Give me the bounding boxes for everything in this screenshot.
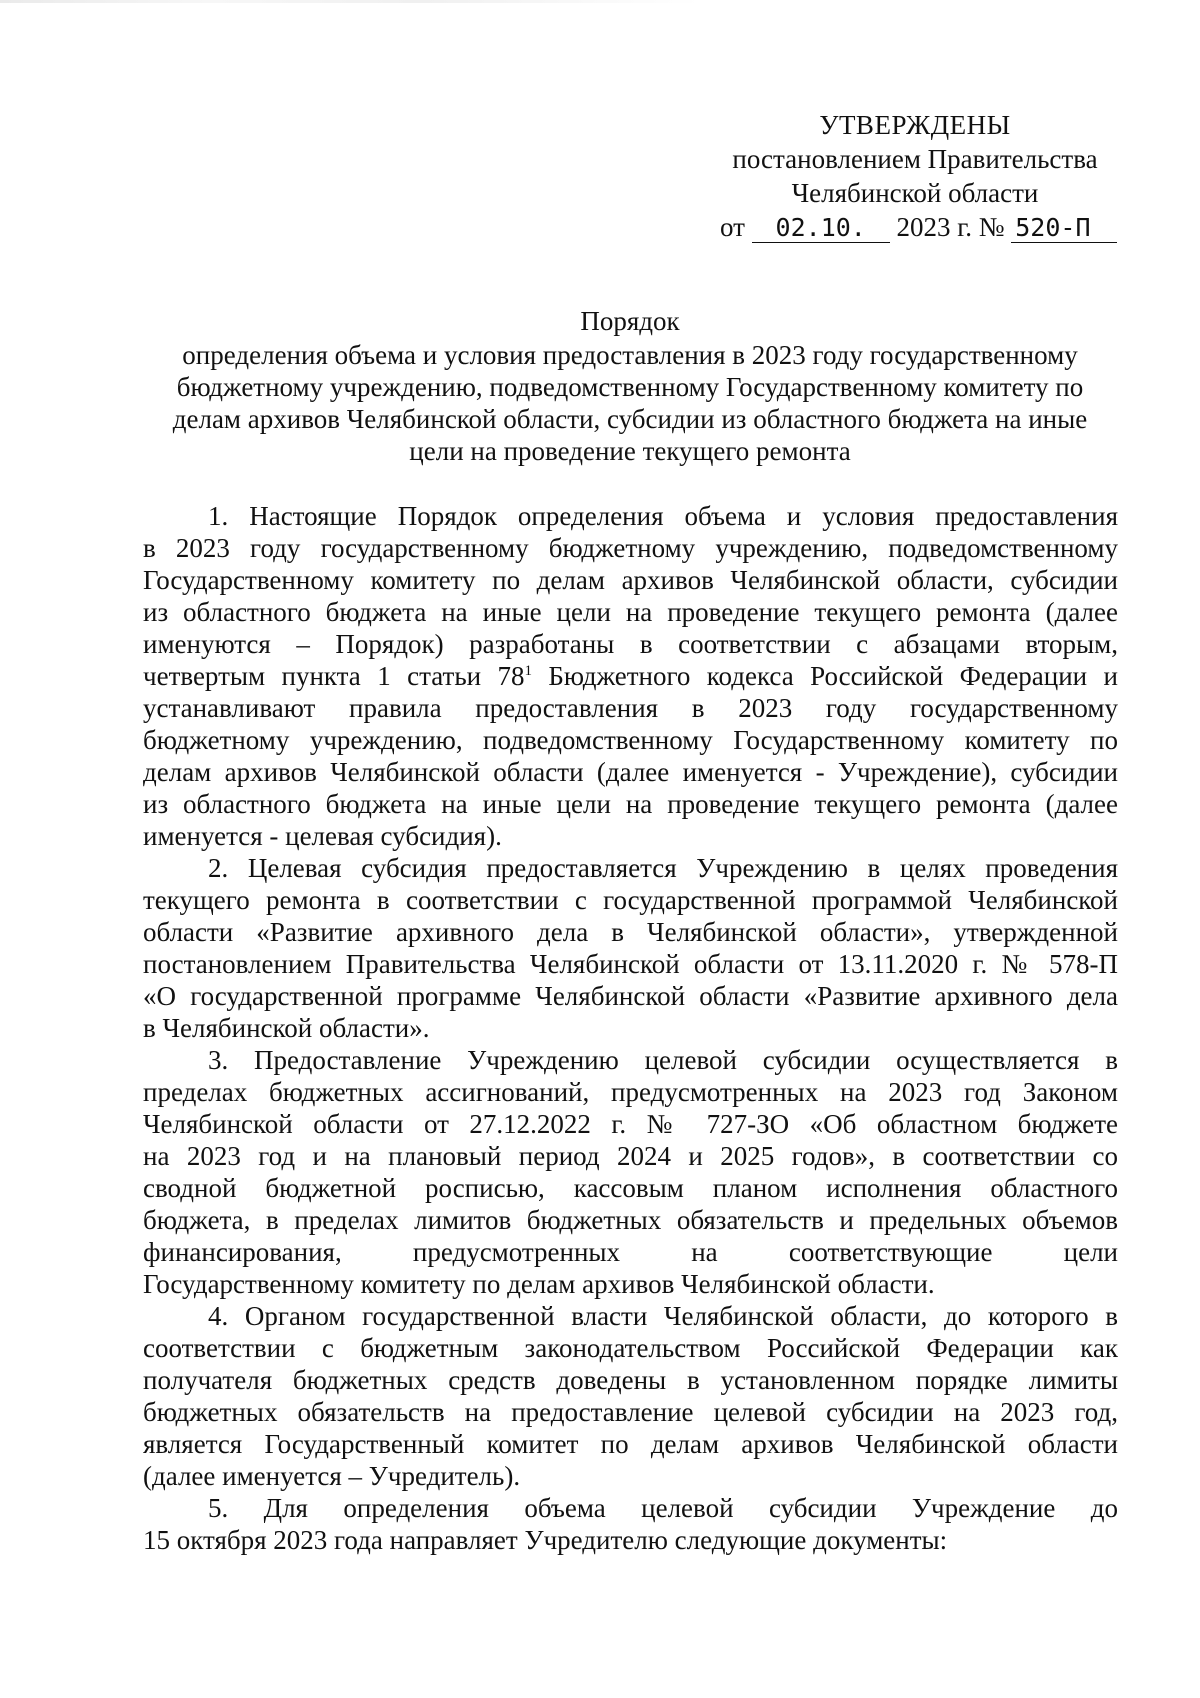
text-line: соответствии с бюджетным законодательством Российской Федерации как [143,1333,1118,1363]
text-line: 1. Настоящие Порядок определения объема и условия предоставления [208,501,1118,531]
text-line: делам архивов Челябинской области (далее именуется - Учреждение), субсидии [143,757,1118,787]
title-line: определения объема и условия предоставления в 2023 году государственному [182,340,1078,370]
text-line: сводной бюджетной росписью, кассовым планом исполнения областного [143,1173,1118,1203]
text-line: из областного бюджета на иные цели на проведение текущего ремонта (далее [143,597,1118,627]
text-line: текущего ремонта в соответствии с государственной программой Челябинской [143,885,1118,915]
text-line: финансирования, предусмотренных на соответствующие цели [143,1237,1118,1267]
paragraph-1 [143,500,1118,852]
approval-line-1: постановлением Правительства [732,144,1098,174]
text-line: в 2023 году государственному бюджетному учреждению, подведомственному [143,533,1118,563]
title-line: цели на проведение текущего ремонта [409,436,851,466]
text-line: бюджетных обязательств на предоставление целевой субсидии на 2023 год, [143,1397,1118,1427]
approval-date-field: 02.10. [752,214,890,243]
text-line: на 2023 год и на плановый период 2024 и 2025 годов», в соответствии со [143,1141,1118,1171]
approval-year-suffix: 2023 г. № [896,212,1005,242]
text-line-with-superscript [143,660,1118,692]
text-line: 15 октября 2023 года направляет Учредителю следующие документы: [143,1525,948,1555]
approval-stamp-block [700,108,1130,244]
text-line: именуются – Порядок) разработаны в соответствии с абзацами вторым, [143,629,1118,659]
document-title [140,305,1120,467]
text-line: Государственному комитету по делам архивов Челябинской области, субсидии [143,565,1118,595]
scan-edge-artifact [0,0,700,3]
text-line: (далее именуется – Учредитель). [143,1461,521,1491]
text-fragment: четвертым пункта 1 статьи 78 [143,661,525,691]
approval-heading: УТВЕРЖДЕНЫ [819,110,1011,140]
text-line: области «Развитие архивного дела в Челябинской области», утвержденной [143,917,1118,947]
superscript-mark: 1 [524,663,532,679]
text-line: «О государственной программе Челябинской области «Развитие архивного дела [143,981,1118,1011]
text-line: получателя бюджетных средств доведены в установленном порядке лимиты [143,1365,1118,1395]
text-fragment: Бюджетного кодекса Российской Федерации и [532,661,1118,691]
text-line: 5. Для определения объема целевой субсидии Учреждение до [208,1493,1118,1523]
text-line: является Государственный комитет по делам архивов Челябинской области [143,1429,1118,1459]
paragraph-2 [143,852,1118,1044]
text-line: бюджетному учреждению, подведомственному Государственному комитету по [143,725,1118,755]
text-line: 4. Органом государственной власти Челябинской области, до которого в [208,1301,1118,1331]
text-line: 2. Целевая субсидия предоставляется Учреждению в целях проведения [208,853,1118,883]
approval-date-line [700,210,1130,244]
text-line: 3. Предоставление Учреждению целевой субсидии осуществляется в [208,1045,1118,1075]
paragraph-3 [143,1044,1118,1300]
text-line: Челябинской области от 27.12.2022 г. № 727-ЗО «Об областном бюджете [143,1109,1118,1139]
approval-number-field: 520-П [1011,214,1117,243]
text-line: устанавливают правила предоставления в 2023 году государственному [143,693,1118,723]
text-line: постановлением Правительства Челябинской области от 13.11.2020 г. № 578-П [143,949,1118,979]
text-line: из областного бюджета на иные цели на проведение текущего ремонта (далее [143,789,1118,819]
paragraph-4 [143,1300,1118,1492]
title-line: делам архивов Челябинской области, субсидии из областного бюджета на иные [172,404,1088,434]
approval-line-2: Челябинской области [791,178,1039,208]
title-line: бюджетному учреждению, подведомственному Государственному комитету по [176,372,1084,402]
document-body [143,500,1118,1556]
paragraph-5 [143,1492,1118,1556]
text-line: пределах бюджетных ассигнований, предусмотренных на 2023 год Законом [143,1077,1118,1107]
text-line: в Челябинской области». [143,1013,430,1043]
approval-prefix: от [720,212,745,242]
text-line: бюджета, в пределах лимитов бюджетных обязательств и предельных объемов [143,1205,1118,1235]
text-line: Государственному комитету по делам архивов Челябинской области. [143,1269,935,1299]
text-line: именуется - целевая субсидия). [143,821,502,851]
title-heading: Порядок [580,306,680,336]
